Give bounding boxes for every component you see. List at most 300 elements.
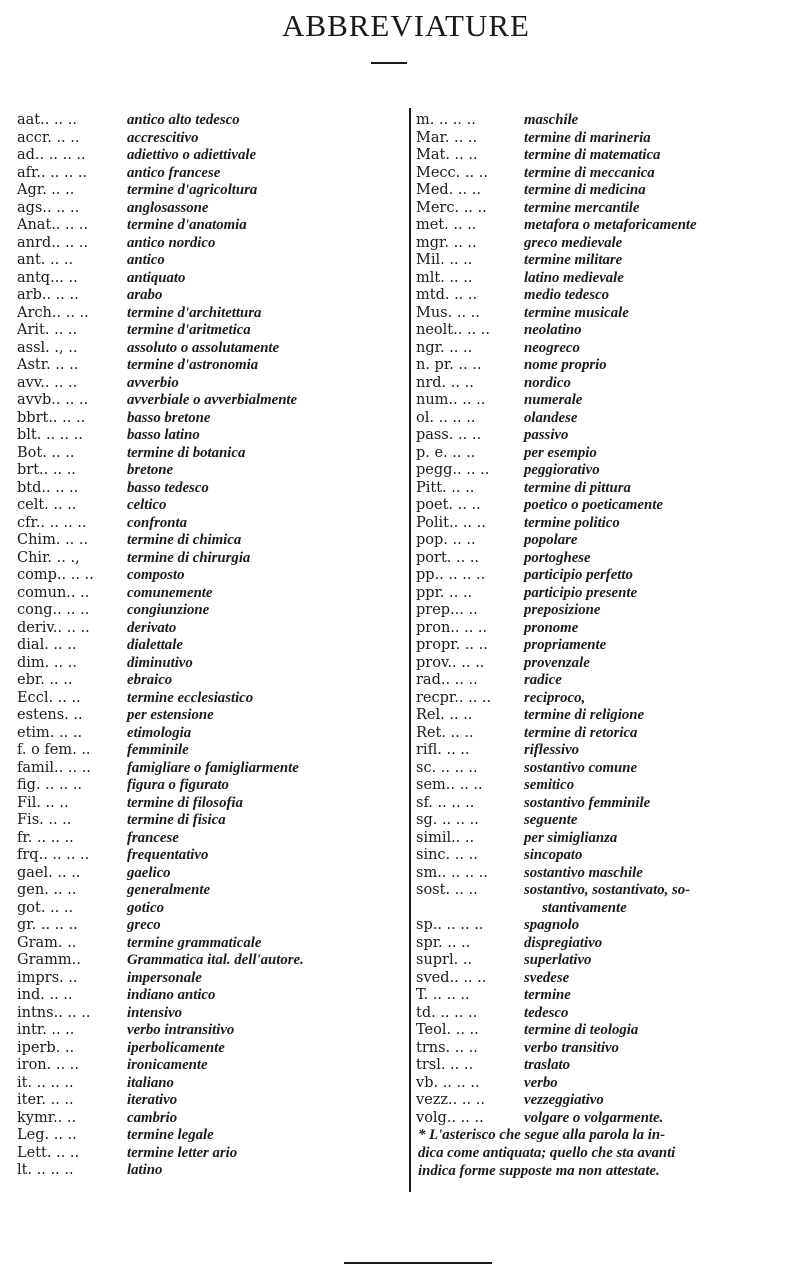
abbreviation-entry (17, 865, 407, 883)
abbreviation-meaning: per esempio (524, 444, 597, 461)
abbreviation-meaning: impersonale (127, 969, 202, 986)
abbreviation-entry (17, 1075, 407, 1093)
abbreviation-meaning: figura o figurato (127, 777, 229, 793)
bottom-rule (344, 1262, 492, 1264)
abbreviation-meaning: riflessivo (524, 742, 580, 758)
abbreviation: p. e. .. .. (416, 444, 476, 461)
abbreviation: bbrt.. .. .. (17, 409, 86, 426)
abbreviation: fr. .. .. .. (17, 829, 74, 846)
abbreviation-meaning: antiquato (127, 269, 186, 286)
abbreviation-entry (416, 305, 796, 323)
abbreviation: sm.. .. .. .. (416, 864, 488, 881)
note-line: * L'asterisco che segue alla parola la in- (418, 1127, 666, 1143)
abbreviation-meaning: comunemente (127, 584, 213, 601)
abbreviation: Teol. .. .. (416, 1022, 479, 1038)
abbreviation-entry (17, 1162, 407, 1180)
abbreviation: Arch.. .. .. (17, 304, 89, 321)
abbreviation: Lett. .. .. (17, 1144, 80, 1161)
abbreviation-entry (416, 812, 796, 830)
abbreviation-entry (416, 620, 796, 638)
abbreviation: etim. .. .. (17, 724, 83, 741)
abbreviation-meaning: confronta (127, 514, 188, 531)
abbreviation-entry (416, 200, 796, 218)
abbreviation-entry (416, 882, 796, 900)
abbreviation-entry (17, 672, 407, 690)
abbreviation: sf. .. .. .. (416, 794, 475, 811)
abbreviation-entry (17, 182, 407, 200)
abbreviation-entry (416, 707, 796, 725)
abbreviation: m. .. .. .. (416, 112, 476, 128)
abbreviation-entry (416, 1057, 796, 1075)
abbreviation-meaning: tedesco (524, 1004, 569, 1021)
abbreviation-entry (416, 1005, 796, 1023)
abbreviation: sved.. .. .. (416, 969, 487, 986)
abbreviation-meaning: ironicamente (127, 1057, 208, 1073)
abbreviation-entry (17, 357, 407, 375)
abbreviation-entry (17, 217, 407, 235)
abbreviation: Arit. .. .. (17, 322, 78, 338)
abbreviation: blt. .. .. .. (17, 427, 83, 443)
abbreviation-entry (416, 585, 796, 603)
abbreviation-meaning: termine di religione (524, 707, 645, 723)
abbreviation: prov.. .. .. (416, 654, 485, 671)
page-title: ABBREVIATURE (282, 8, 530, 43)
abbreviation-entry (416, 672, 796, 690)
abbreviation: sp.. .. .. .. (416, 917, 484, 933)
abbreviation-meaning: metafora o metaforicamente (524, 217, 697, 233)
abbreviation-entry (416, 1110, 796, 1128)
abbreviation-meaning: accrescitivo (127, 129, 199, 146)
abbreviation-meaning: semitico (524, 777, 575, 793)
abbreviation-meaning: stantivamente (542, 899, 627, 916)
abbreviation: gen. .. .. (17, 882, 77, 898)
abbreviation: Mus. .. .. (416, 304, 480, 321)
abbreviation: iperb. .. (17, 1039, 75, 1056)
abbreviation: fig. .. .. .. (17, 777, 83, 793)
abbreviation-entry (416, 392, 796, 410)
abbreviation: comun.. .. (17, 584, 90, 601)
abbreviation: avv.. .. .. (17, 374, 78, 391)
abbreviation-meaning: neogreco (524, 339, 580, 356)
abbreviation: assl. ., .. (17, 339, 78, 356)
abbreviation-entry (17, 1040, 407, 1058)
abbreviation-meaning: composto (127, 567, 185, 583)
abbreviation-entry (17, 480, 407, 498)
abbreviation: comp.. .. .. (17, 567, 94, 583)
abbreviation-meaning: vezzeggiativo (524, 1092, 604, 1108)
abbreviation: Chim. .. .. (17, 532, 89, 548)
abbreviation-entry (416, 182, 796, 200)
abbreviation: neolt.. .. .. (416, 322, 490, 338)
abbreviation: Chir. .. ., (17, 549, 80, 566)
abbreviation-entry (17, 725, 407, 743)
abbreviation-meaning: frequentativo (127, 847, 209, 863)
abbreviation-entry (17, 445, 407, 463)
abbreviation: mlt. .. .. (416, 269, 473, 286)
abbreviation: Mar. .. .. (416, 129, 478, 146)
abbreviation: Fis. .. .. (17, 812, 72, 828)
abbreviation: frq.. .. .. .. (17, 847, 90, 863)
abbreviation-meaning: avverbio (127, 374, 179, 391)
abbreviation-entry (416, 147, 796, 165)
abbreviation: imprs. .. (17, 969, 78, 986)
abbreviation-meaning: sostantivo femminile (524, 794, 651, 811)
abbreviation-meaning: basso bretone (127, 409, 211, 426)
abbreviation: intns.. .. .. (17, 1004, 91, 1021)
abbreviation-entry (416, 952, 796, 970)
abbreviation-entry (416, 935, 796, 953)
abbreviation-meaning: gotico (127, 899, 164, 916)
abbreviation-entry (17, 970, 407, 988)
abbreviation: pp.. .. .. .. (416, 567, 486, 583)
abbreviation-entry (17, 952, 407, 970)
abbreviation: aat.. .. .. (17, 112, 77, 128)
abbreviation-entry (416, 165, 796, 183)
abbreviation-meaning: Grammatica ital. dell'autore. (127, 952, 304, 968)
abbreviation: prep... .. (416, 602, 478, 618)
abbreviation-entry (17, 462, 407, 480)
note-line: indica forme supposte ma non attestate. (418, 1163, 660, 1179)
abbreviation-meaning: dialettale (127, 637, 183, 653)
abbreviation-meaning: passivo (524, 427, 569, 443)
abbreviation: td. .. .. .. (416, 1004, 478, 1021)
abbreviation-meaning: termine ecclesiastico (127, 689, 254, 706)
abbreviation-meaning: portoghese (524, 549, 591, 566)
abbreviation-meaning: medio tedesco (524, 287, 610, 303)
abbreviation-meaning: termine di marineria (524, 129, 651, 146)
abbreviation-entry (17, 340, 407, 358)
abbreviation-entry (17, 935, 407, 953)
abbreviation-meaning: famigliare o famigliarmente (127, 759, 299, 776)
abbreviation: Astr. .. .. (17, 357, 79, 373)
abbreviation: Rel. .. .. (416, 707, 473, 723)
abbreviation-meaning: verbo intransitivo (127, 1022, 235, 1038)
abbreviation-entry (17, 655, 407, 673)
abbreviation-entry (416, 1075, 796, 1093)
abbreviation-meaning: termine d'aritmetica (127, 322, 251, 338)
abbreviation-entry (17, 900, 407, 918)
abbreviation-meaning: termine politico (524, 514, 620, 531)
abbreviation-meaning: sostantivo comune (524, 759, 638, 776)
abbreviation-entry (17, 585, 407, 603)
abbreviation: num.. .. .. (416, 392, 486, 408)
abbreviation-entry (17, 410, 407, 428)
abbreviation-meaning: termine mercantile (524, 199, 640, 216)
abbreviation-meaning: nordico (524, 374, 571, 391)
abbreviation-entry (17, 1022, 407, 1040)
abbreviation-entry (416, 410, 796, 428)
abbreviation-meaning: per simiglianza (524, 829, 618, 846)
abbreviation-meaning: termine di meccanica (524, 164, 655, 181)
abbreviation-entry (416, 462, 796, 480)
abbreviation-entry (17, 1057, 407, 1075)
abbreviation-meaning: avverbiale o avverbialmente (127, 392, 298, 408)
abbreviation-meaning: latino (127, 1162, 163, 1178)
abbreviation: iter. .. .. (17, 1092, 74, 1108)
abbreviation: mgr. .. .. (416, 234, 477, 251)
abbreviation-meaning: traslato (524, 1057, 571, 1073)
abbreviation: recpr.. .. .. (416, 689, 492, 706)
abbreviation-meaning: maschile (524, 112, 579, 128)
abbreviation-entry (17, 795, 407, 813)
abbreviation-meaning: nome proprio (524, 357, 607, 373)
abbreviation-entry (416, 340, 796, 358)
abbreviation-meaning: greco (127, 917, 161, 933)
abbreviation: trsl. .. .. (416, 1057, 474, 1073)
abbreviation-entry (416, 900, 796, 918)
abbreviation: Polit.. .. .. (416, 514, 486, 531)
abbreviation: dim. .. .. (17, 654, 77, 671)
abbreviation: avvb.. .. .. (17, 392, 89, 408)
abbreviation-meaning: seguente (524, 812, 578, 828)
abbreviation-entry (17, 392, 407, 410)
abbreviation: sinc. .. .. (416, 847, 478, 863)
abbreviation-entry (416, 112, 796, 130)
abbreviation-meaning: participio presente (524, 584, 638, 601)
abbreviation-entry (17, 375, 407, 393)
abbreviation: ppr. .. .. (416, 584, 473, 601)
abbreviation-meaning: basso tedesco (127, 479, 209, 496)
abbreviation-entry (17, 497, 407, 515)
abbreviation: Eccl. .. .. (17, 689, 81, 706)
abbreviation-entry (416, 515, 796, 533)
abbreviation: f. o fem. .. (17, 742, 91, 758)
abbreviation: T. .. .. .. (416, 987, 470, 1003)
abbreviation-entry (17, 847, 407, 865)
abbreviation-meaning: arabo (127, 287, 163, 303)
abbreviation-meaning: reciproco, (524, 689, 586, 706)
abbreviation-meaning: svedese (524, 969, 570, 986)
abbreviation-meaning: termine di retorica (524, 724, 638, 741)
column-divider (409, 108, 411, 1192)
abbreviation: sc. .. .. .. (416, 759, 478, 776)
abbreviation: sem.. .. .. (416, 777, 483, 793)
abbreviation: propr. .. .. (416, 637, 488, 653)
abbreviation: gael. .. .. (17, 864, 81, 881)
abbreviation-meaning: antico alto tedesco (127, 112, 240, 128)
abbreviation: cong.. .. .. (17, 602, 90, 618)
abbreviation: Mil. .. .. (416, 252, 473, 268)
abbreviation-entry (17, 1005, 407, 1023)
abbreviation: trns. .. .. (416, 1039, 478, 1056)
abbreviation-entry (416, 497, 796, 515)
abbreviation-entry (17, 812, 407, 830)
abbreviation-meaning: sincopato (524, 847, 583, 863)
abbreviation: brt.. .. .. (17, 462, 76, 478)
title-rule (371, 62, 407, 64)
abbreviation-meaning: verbo (524, 1074, 558, 1091)
abbreviation-meaning: gaelico (127, 864, 171, 881)
abbreviation-meaning: volgare o volgarmente. (524, 1109, 664, 1126)
abbreviation: simil.. .. (416, 829, 475, 846)
abbreviation-meaning: bretone (127, 462, 174, 478)
abbreviation-entry (416, 795, 796, 813)
abbreviation-meaning: latino medievale (524, 269, 624, 286)
abbreviation-meaning: basso latino (127, 427, 200, 443)
abbreviation-entry (17, 777, 407, 795)
abbreviation-entry (416, 725, 796, 743)
abbreviation-entry (17, 1092, 407, 1110)
abbreviation-meaning: pronome (524, 619, 579, 636)
abbreviation: Bot. .. .. (17, 444, 75, 461)
abbreviation-meaning: termine grammaticale (127, 934, 262, 951)
abbreviation-meaning: etimologia (127, 724, 192, 741)
abbreviation: Med. .. .. (416, 182, 481, 198)
abbreviation-meaning: indiano antico (127, 987, 216, 1003)
abbreviation-entry (17, 917, 407, 935)
abbreviation-meaning: termine letter ario (127, 1144, 238, 1161)
abbreviation: it. .. .. .. (17, 1074, 74, 1091)
abbreviation: accr. .. .. (17, 129, 80, 146)
abbreviation: vezz.. .. .. (416, 1092, 485, 1108)
abbreviation-entry (17, 567, 407, 585)
abbreviation-entry (416, 550, 796, 568)
abbreviation-meaning: spagnolo (524, 917, 580, 933)
abbreviation-entry (416, 1092, 796, 1110)
abbreviation-meaning: adiettivo o adiettivale (127, 147, 257, 163)
abbreviation-meaning: termine musicale (524, 304, 629, 321)
abbreviation-entry (416, 322, 796, 340)
abbreviation-entry (17, 742, 407, 760)
abbreviation-meaning: assoluto o assolutamente (127, 339, 280, 356)
left-column (17, 112, 407, 1180)
abbreviation-meaning: termine d'astronomia (127, 357, 259, 373)
abbreviation-meaning: anglosassone (127, 199, 209, 216)
abbreviation-meaning: diminutivo (127, 654, 193, 671)
abbreviation: sg. .. .. .. (416, 812, 479, 828)
abbreviation-entry (416, 287, 796, 305)
abbreviation: Gramm.. (17, 952, 81, 968)
abbreviation: vb. .. .. .. (416, 1074, 480, 1091)
abbreviation-entry (416, 427, 796, 445)
abbreviation-meaning: propriamente (524, 637, 607, 653)
abbreviation-entry (17, 830, 407, 848)
abbreviation-meaning: termine militare (524, 252, 623, 268)
abbreviation-entry (416, 655, 796, 673)
abbreviation-entry (416, 865, 796, 883)
abbreviation-meaning: termine di matematica (524, 147, 661, 163)
abbreviation: mtd. .. .. (416, 287, 478, 303)
abbreviation-entry (416, 445, 796, 463)
abbreviation-entry (17, 1127, 407, 1145)
abbreviation-entry (416, 760, 796, 778)
abbreviation-meaning: antico francese (127, 164, 221, 181)
abbreviation: kymr.. .. (17, 1109, 77, 1126)
abbreviation-meaning: neolatino (524, 322, 582, 338)
abbreviation-meaning: superlativo (524, 952, 592, 968)
abbreviation-meaning: antico nordico (127, 234, 216, 251)
abbreviation-meaning: olandese (524, 409, 578, 426)
abbreviation-entry (416, 270, 796, 288)
abbreviation-entry (416, 130, 796, 148)
abbreviation-entry (17, 112, 407, 130)
abbreviation-meaning: termine d'anatomia (127, 217, 247, 233)
abbreviation: pop. .. .. (416, 532, 476, 548)
abbreviation-meaning: termine di filosofia (127, 794, 243, 811)
abbreviation-meaning: termine di chirurgia (127, 549, 251, 566)
abbreviation-entry (416, 917, 796, 935)
abbreviation: Mat. .. .. (416, 147, 478, 163)
abbreviation-meaning: termine legale (127, 1127, 214, 1143)
abbreviation-entry (17, 1110, 407, 1128)
abbreviation: gr. .. .. .. (17, 917, 78, 933)
abbreviation-entry (416, 690, 796, 708)
abbreviation: sost. .. .. (416, 882, 478, 898)
abbreviation: ad.. .. .. .. (17, 147, 86, 163)
abbreviation-entry (17, 305, 407, 323)
abbreviation-entry (416, 970, 796, 988)
abbreviation: port. .. .. (416, 549, 480, 566)
abbreviation: Mecc. .. .. (416, 164, 488, 181)
abbreviation: rifl. .. .. (416, 742, 470, 758)
abbreviation-entry (416, 1040, 796, 1058)
abbreviation-meaning: derivato (127, 619, 177, 636)
abbreviation-meaning: intensivo (127, 1004, 183, 1021)
abbreviation: nrd. .. .. (416, 374, 474, 391)
abbreviation-entry (416, 742, 796, 760)
abbreviation-entry (416, 1022, 796, 1040)
abbreviation: celt. .. .. (17, 497, 77, 513)
abbreviation-meaning: termine di pittura (524, 479, 631, 496)
abbreviation-entry (416, 235, 796, 253)
abbreviation-meaning: cambrio (127, 1109, 178, 1126)
abbreviation: Agr. .. .. (17, 182, 75, 198)
abbreviation-entry (416, 987, 796, 1005)
abbreviation: iron. .. .. (17, 1057, 79, 1073)
abbreviation-meaning: italiano (127, 1074, 174, 1091)
abbreviation: pegg.. .. .. (416, 462, 490, 478)
abbreviation: Ret. .. .. (416, 724, 474, 741)
abbreviation-entry (416, 830, 796, 848)
abbreviation-entry (416, 375, 796, 393)
abbreviation-entry (17, 760, 407, 778)
abbreviation-entry (17, 1145, 407, 1163)
abbreviation: anrd.. .. .. (17, 234, 89, 251)
abbreviation-meaning: generalmente (127, 882, 211, 898)
abbreviation: famil.. .. .. (17, 759, 91, 776)
abbreviation: Leg. .. .. (17, 1127, 77, 1143)
abbreviation-entry (17, 637, 407, 655)
abbreviation-meaning: sostantivo, sostantivato, so- (524, 882, 691, 898)
abbreviation-meaning: termine di fisica (127, 812, 226, 828)
abbreviation-meaning: femminile (127, 742, 189, 758)
abbreviation-meaning: dispregiativo (524, 934, 603, 951)
abbreviation: Merc. .. .. (416, 199, 487, 216)
abbreviation: ngr. .. .. (416, 339, 473, 356)
abbreviation-meaning: per estensione (127, 707, 214, 723)
abbreviation-entry (17, 602, 407, 620)
abbreviation-entry (17, 165, 407, 183)
abbreviation-meaning: termine (524, 987, 571, 1003)
abbreviation-entry (416, 777, 796, 795)
abbreviation-meaning: francese (127, 829, 179, 846)
abbreviation-meaning: termine d'agricoltura (127, 182, 258, 198)
abbreviation-entry (17, 707, 407, 725)
abbreviation-entry (17, 287, 407, 305)
abbreviation-entry (416, 567, 796, 585)
abbreviation: ol. .. .. .. (416, 409, 476, 426)
abbreviation: pron.. .. .. (416, 619, 488, 636)
abbreviation-meaning: popolare (524, 532, 578, 548)
abbreviation-meaning: termine di medicina (524, 182, 646, 198)
note-line: dica come antiquata; quello che sta avanti (418, 1145, 676, 1161)
abbreviation-meaning: celtico (127, 497, 167, 513)
abbreviation-entry (17, 427, 407, 445)
abbreviation-meaning: poetico o poeticamente (524, 497, 663, 513)
abbreviation-entry (416, 847, 796, 865)
abbreviation-entry (416, 357, 796, 375)
abbreviation-entry (17, 322, 407, 340)
